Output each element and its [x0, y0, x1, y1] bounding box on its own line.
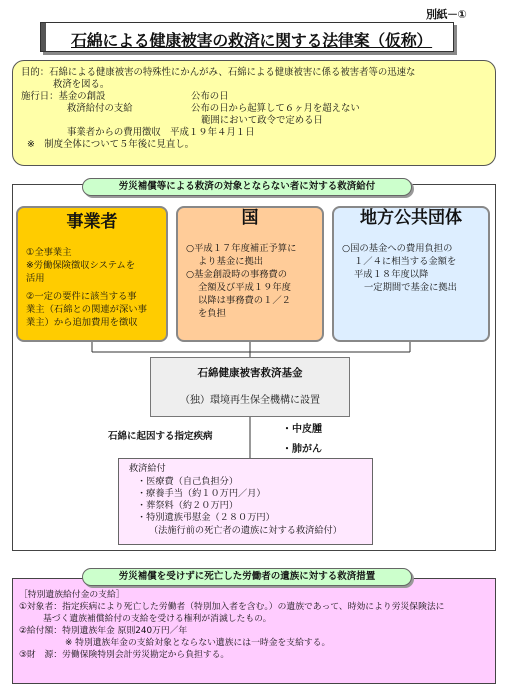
purpose-line-1: 目的：石綿による健康被害の特殊性にかんがみ、石綿による健康被害に係る被害者等の迅速な	[21, 67, 416, 78]
employer-box	[16, 206, 168, 342]
disease-mesothelioma: ・中皮腫	[282, 424, 322, 435]
local-title: 地方公共団体	[360, 208, 462, 228]
relief-item: ・療養手当（約１０万円／月）	[137, 488, 266, 499]
relief-title: 救済給付	[129, 463, 166, 474]
local-line: ○国の基金への費用負担の	[342, 243, 453, 254]
national-line: を負担	[198, 308, 226, 319]
employer-line: 業主（石綿との関連が深い事	[26, 304, 147, 315]
benefit-enforcement-date-2: 範囲において政令で定める日	[201, 115, 323, 126]
document-label: 別紙－①	[426, 8, 467, 21]
page-title: 石綿による健康被害の救済に関する法律案（仮称）	[71, 31, 433, 50]
national-title: 国	[241, 208, 259, 228]
fund-enforcement-date: 公布の日	[191, 91, 229, 102]
national-line: 以降は事務費の１／２	[198, 295, 291, 306]
bereaved-relief-panel	[12, 578, 496, 684]
local-line: 平成１８年度以降	[354, 269, 429, 280]
local-line: １／４に相当する金額を	[354, 256, 457, 267]
local-line: 一定期間で基金に拠出	[364, 282, 457, 293]
bereaved-line: ①対象者：指定疾病により死亡した労働者（特別加入者を含む。）の遺族であって、時効により労災保険法に	[19, 602, 445, 612]
section1-header: 労災補償等による救済の対象とならない者に対する救済給付	[82, 178, 412, 196]
employer-line: 活用	[26, 273, 45, 284]
disease-lung-cancer: ・肺がん	[282, 444, 322, 455]
national-government-box	[176, 206, 324, 342]
local-government-box	[332, 206, 490, 342]
designated-disease-label: 石綿に起因する指定疾病	[108, 431, 213, 442]
bereaved-line: 基づく遺族補償給付の支給を受ける権利が消滅したもの。	[43, 614, 272, 624]
relief-fund-box	[150, 357, 350, 417]
relief-item: ・医療費（自己負担分）	[137, 476, 239, 487]
bereaved-line: ［特別遺族給付金の支給］	[19, 590, 125, 600]
bereaved-line: ③財 源：労働保険特別会計労災勘定から負担する。	[19, 650, 230, 660]
enforcement-label: 施行日：基金の創設	[21, 91, 106, 102]
section2-header: 労災補償を受けずに死亡した労働者の遺族に対する救済措置	[82, 568, 412, 586]
purpose-line-2: 救済を図る。	[53, 79, 110, 90]
employer-title: 事業者	[66, 212, 118, 232]
employer-line: 業主）から追加費用を徴収	[26, 317, 138, 328]
national-line: 全額及び平成１９年度	[198, 282, 291, 293]
benefit-enforcement-date-1: 公布の日から起算して６ヶ月を超えない	[191, 103, 360, 114]
review-note: ※ 制度全体について５年後に見直し。	[27, 139, 195, 150]
national-line: ○平成１７年度補正予算に	[186, 243, 297, 254]
benefit-enforcement-label: 救済給付の支給	[67, 103, 133, 114]
employer-line: ①全事業主	[26, 247, 72, 258]
bereaved-line: ※ 特別遺族年金の支給対象とならない遺族には一時金を支給する。	[65, 638, 331, 648]
employer-line: ②一定の要件に該当する事	[26, 291, 137, 302]
fund-title: 石綿健康被害救済基金	[197, 367, 303, 379]
fund-operator: （独）環境再生保全機構に設置	[180, 395, 320, 406]
national-line: より基金に拠出	[198, 256, 264, 267]
relief-item: ・特別遺族弔慰金（２８０万円）	[137, 512, 275, 523]
relief-item: （法施行前の死亡者の遺族に対する救済給付）	[149, 525, 342, 536]
relief-benefits-box	[118, 458, 373, 545]
employer-line: ※労働保険徴収システムを	[26, 260, 136, 271]
levy-enforcement: 事業者からの費用徴収 平成１９年４月１日	[67, 127, 255, 138]
relief-item: ・葬祭料（約２０万円）	[137, 500, 239, 511]
bereaved-line: ②給付額：特別遺族年金 原則240万円／年	[19, 626, 188, 636]
national-line: ○基金創設時の事務費の	[186, 269, 288, 280]
